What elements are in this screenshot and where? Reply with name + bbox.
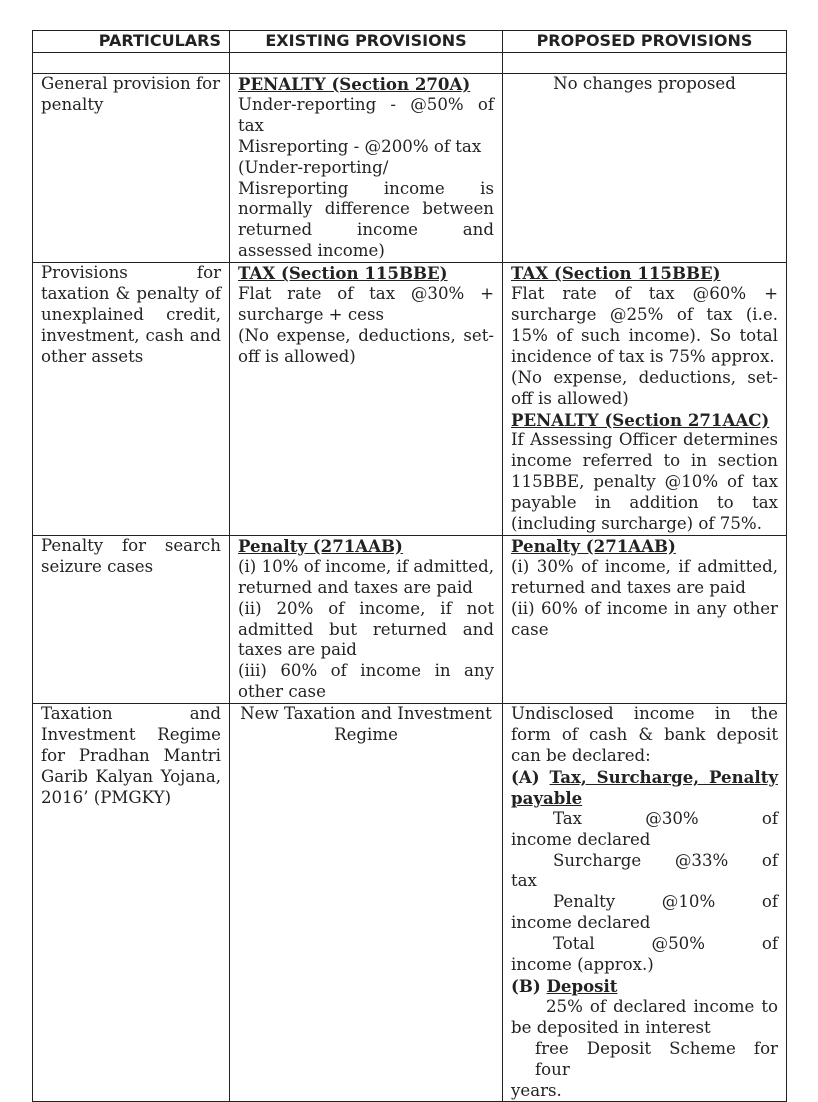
proposed-line: (No expense, deductions, set-off is allowed) xyxy=(511,367,778,408)
existing-heading: PENALTY (Section 270A) xyxy=(238,74,471,94)
table-header-row xyxy=(33,31,787,53)
existing-cell xyxy=(230,535,503,703)
particular-text: Penalty for search seizure cases xyxy=(41,535,221,576)
existing-line: (ii) 20% of income, if not admitted but returned and taxes are paid xyxy=(238,598,494,660)
empty-row xyxy=(33,53,787,74)
section-b-title: Deposit xyxy=(546,975,618,996)
provisions-table xyxy=(32,30,787,1102)
rate-item-rate: @33% of xyxy=(674,850,778,870)
rate-item-name: Total xyxy=(553,934,595,954)
deposit-line: free Deposit Scheme for four xyxy=(535,1038,778,1079)
rate-item xyxy=(511,892,778,913)
existing-line: (Under-reporting/ Misreporting income is normally difference between returned income and assessed income) xyxy=(238,157,494,261)
proposed-line: (i) 30% of income, if admitted, returned and taxes are paid xyxy=(511,556,778,597)
proposed-cell xyxy=(503,263,787,536)
proposed-cell xyxy=(503,74,787,263)
empty-cell xyxy=(503,53,787,74)
rate-item-basis: income (approx.) xyxy=(511,955,654,975)
existing-cell xyxy=(230,74,503,263)
particular-cell xyxy=(33,704,230,1102)
empty-cell xyxy=(33,53,230,74)
particular-cell xyxy=(33,74,230,263)
existing-line: Flat rate of tax @30% + surcharge + cess xyxy=(238,284,494,324)
existing-text: New Taxation and Investment Regime xyxy=(240,704,492,745)
particular-text: Taxation and Investment Regime for Pradhan Mantri Garib Kalyan Yojana, 2016’ (PMGKY) xyxy=(41,704,221,807)
deposit-line: 25% of declared income to xyxy=(546,996,778,1016)
rate-item-rate: @50% of xyxy=(651,934,778,954)
section-a-heading xyxy=(511,767,778,809)
existing-line: (No expense, deductions, set-off is allowed) xyxy=(238,325,494,366)
particular-cell xyxy=(33,263,230,536)
rate-item xyxy=(511,851,778,872)
header-proposed-provisions: PROPOSED PROVISIONS xyxy=(503,31,787,53)
proposed-heading: PENALTY (Section 271AAC) xyxy=(511,409,770,430)
section-a-label: (A) xyxy=(511,766,540,787)
proposed-text: No changes proposed xyxy=(553,74,736,93)
existing-line: Under-reporting - @50% of tax xyxy=(238,94,494,135)
header-particulars: PARTICULARS xyxy=(33,31,230,53)
rate-item-name: Surcharge xyxy=(553,850,642,870)
particular-text: General provision for penalty xyxy=(41,74,221,114)
table-row xyxy=(33,74,787,263)
section-a-title: Tax, Surcharge, Penalty payable xyxy=(511,766,778,808)
rate-item-rate: @30% of xyxy=(645,808,778,828)
rate-item-rate: @10% of xyxy=(661,892,778,912)
rate-item-name: Penalty xyxy=(553,892,616,912)
proposed-line: (ii) 60% of income in any other case xyxy=(511,598,778,639)
existing-line: (iii) 60% of income in any other case xyxy=(238,661,494,702)
existing-cell xyxy=(230,704,503,1102)
deposit-line: be deposited in interest xyxy=(511,1017,711,1037)
existing-heading: TAX (Section 115BBE) xyxy=(238,263,448,284)
proposed-intro: Undisclosed income in the form of cash & bank deposit can be declared: xyxy=(511,704,778,765)
particular-text: Provisions for taxation & penalty of unexplained credit, investment, cash and other assets xyxy=(41,263,221,366)
deposit-line: years. xyxy=(511,1080,562,1100)
table-row xyxy=(33,263,787,536)
particular-cell xyxy=(33,535,230,703)
rate-item-name: Tax xyxy=(553,808,583,828)
existing-heading: Penalty (271AAB) xyxy=(238,535,403,556)
section-b-heading xyxy=(511,976,778,997)
proposed-line: Flat rate of tax @60% + surcharge @25% of tax (i.e. 15% of such income). So total incidence of tax is 75% approx. xyxy=(511,284,778,366)
table-row xyxy=(33,704,787,1102)
table-row xyxy=(33,535,787,703)
existing-line: Misreporting - @200% of tax xyxy=(238,136,482,156)
proposed-cell xyxy=(503,704,787,1102)
proposed-heading: TAX (Section 115BBE) xyxy=(511,263,721,284)
rate-item-basis: income declared xyxy=(511,829,651,849)
existing-cell xyxy=(230,263,503,536)
section-b-label: (B) xyxy=(511,975,541,996)
empty-cell xyxy=(230,53,503,74)
existing-line: (i) 10% of income, if admitted, returned and taxes are paid xyxy=(238,556,494,597)
rate-item-basis: tax xyxy=(511,871,537,891)
rate-item xyxy=(511,809,778,830)
rate-item xyxy=(511,934,778,955)
header-existing-provisions: EXISTING PROVISIONS xyxy=(230,31,503,53)
proposed-cell xyxy=(503,535,787,703)
proposed-heading: Penalty (271AAB) xyxy=(511,535,676,556)
rate-item-basis: income declared xyxy=(511,913,651,933)
proposed-line: If Assessing Officer determines income referred to in section 115BBE, penalty @10% of tax payable in addition to tax (including surcharge) of 75%. xyxy=(511,430,778,534)
